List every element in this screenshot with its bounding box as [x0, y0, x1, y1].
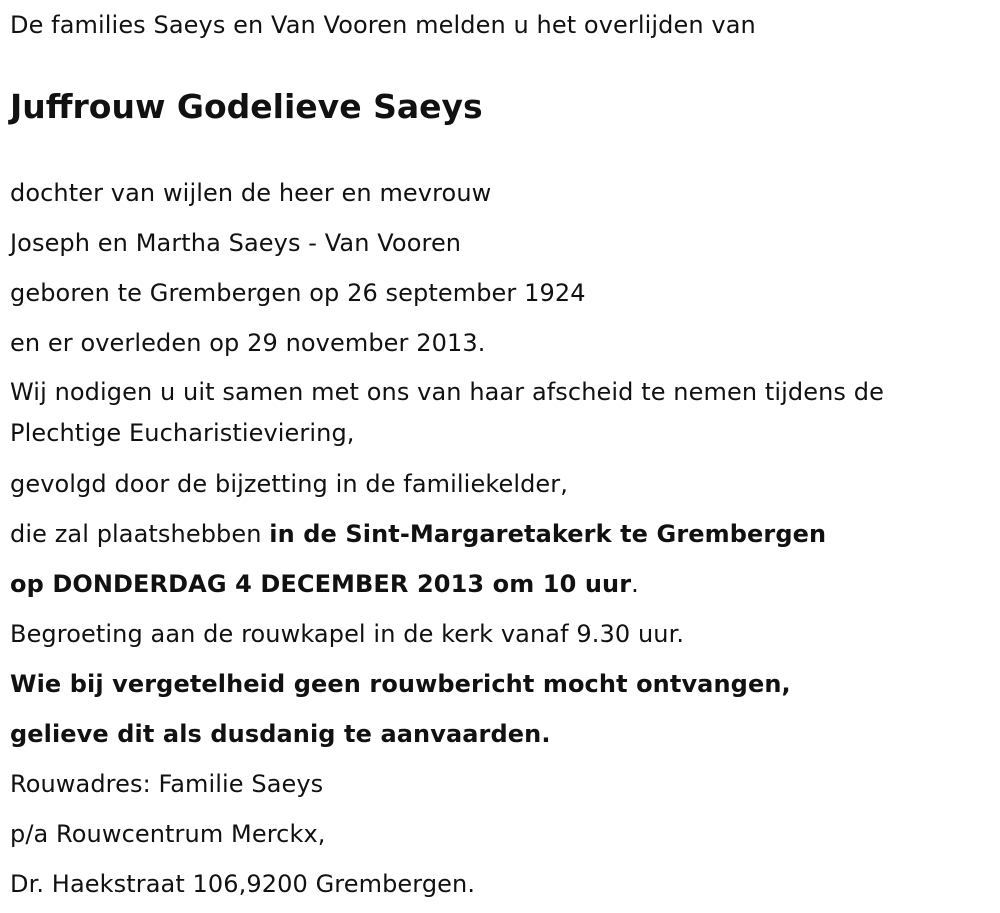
notice-body	[10, 168, 995, 909]
parents-line: Joseph en Martha Saeys - Van Vooren	[10, 229, 462, 257]
address-line-1: Rouwadres: Familie Saeys	[10, 770, 324, 798]
died-line: en er overleden op 29 november 2013.	[10, 329, 486, 357]
invitation-line: Wij nodigen u uit samen met ons van haar afscheid te nemen tijdens de Plechtige Eucharistieviering,	[10, 378, 884, 447]
burial-line: gevolgd door de bijzetting in de familiekelder,	[10, 470, 568, 498]
address-line-3: Dr. Haekstraat 106,9200 Grembergen.	[10, 870, 476, 898]
intro-text: De families Saeys en Van Vooren melden u het overlijden van	[10, 11, 756, 39]
ceremony-place-prefix: die zal plaatshebben	[10, 520, 270, 548]
notice-line-1: Wie bij vergetelheid geen rouwbericht mocht ontvangen,	[10, 670, 791, 698]
ceremony-date-suffix: .	[631, 570, 639, 598]
address-line-2: p/a Rouwcentrum Merckx,	[10, 820, 326, 848]
ceremony-date-line	[10, 559, 995, 609]
ceremony-place: in de Sint-Margaretakerk te Grembergen	[269, 520, 827, 548]
greeting-line: Begroeting aan de rouwkapel in de kerk vanaf 9.30 uur.	[10, 620, 685, 648]
ceremony-date: op DONDERDAG 4 DECEMBER 2013 om 10 uur	[10, 570, 632, 598]
ceremony-place-line	[10, 509, 995, 559]
born-line: geboren te Grembergen op 26 september 1924	[10, 279, 586, 307]
notice-line-2: gelieve dit als dusdanig te aanvaarden.	[10, 720, 551, 748]
deceased-name: Juffrouw Godelieve Saeys	[10, 87, 483, 126]
daughter-of-line: dochter van wijlen de heer en mevrouw	[10, 179, 492, 207]
